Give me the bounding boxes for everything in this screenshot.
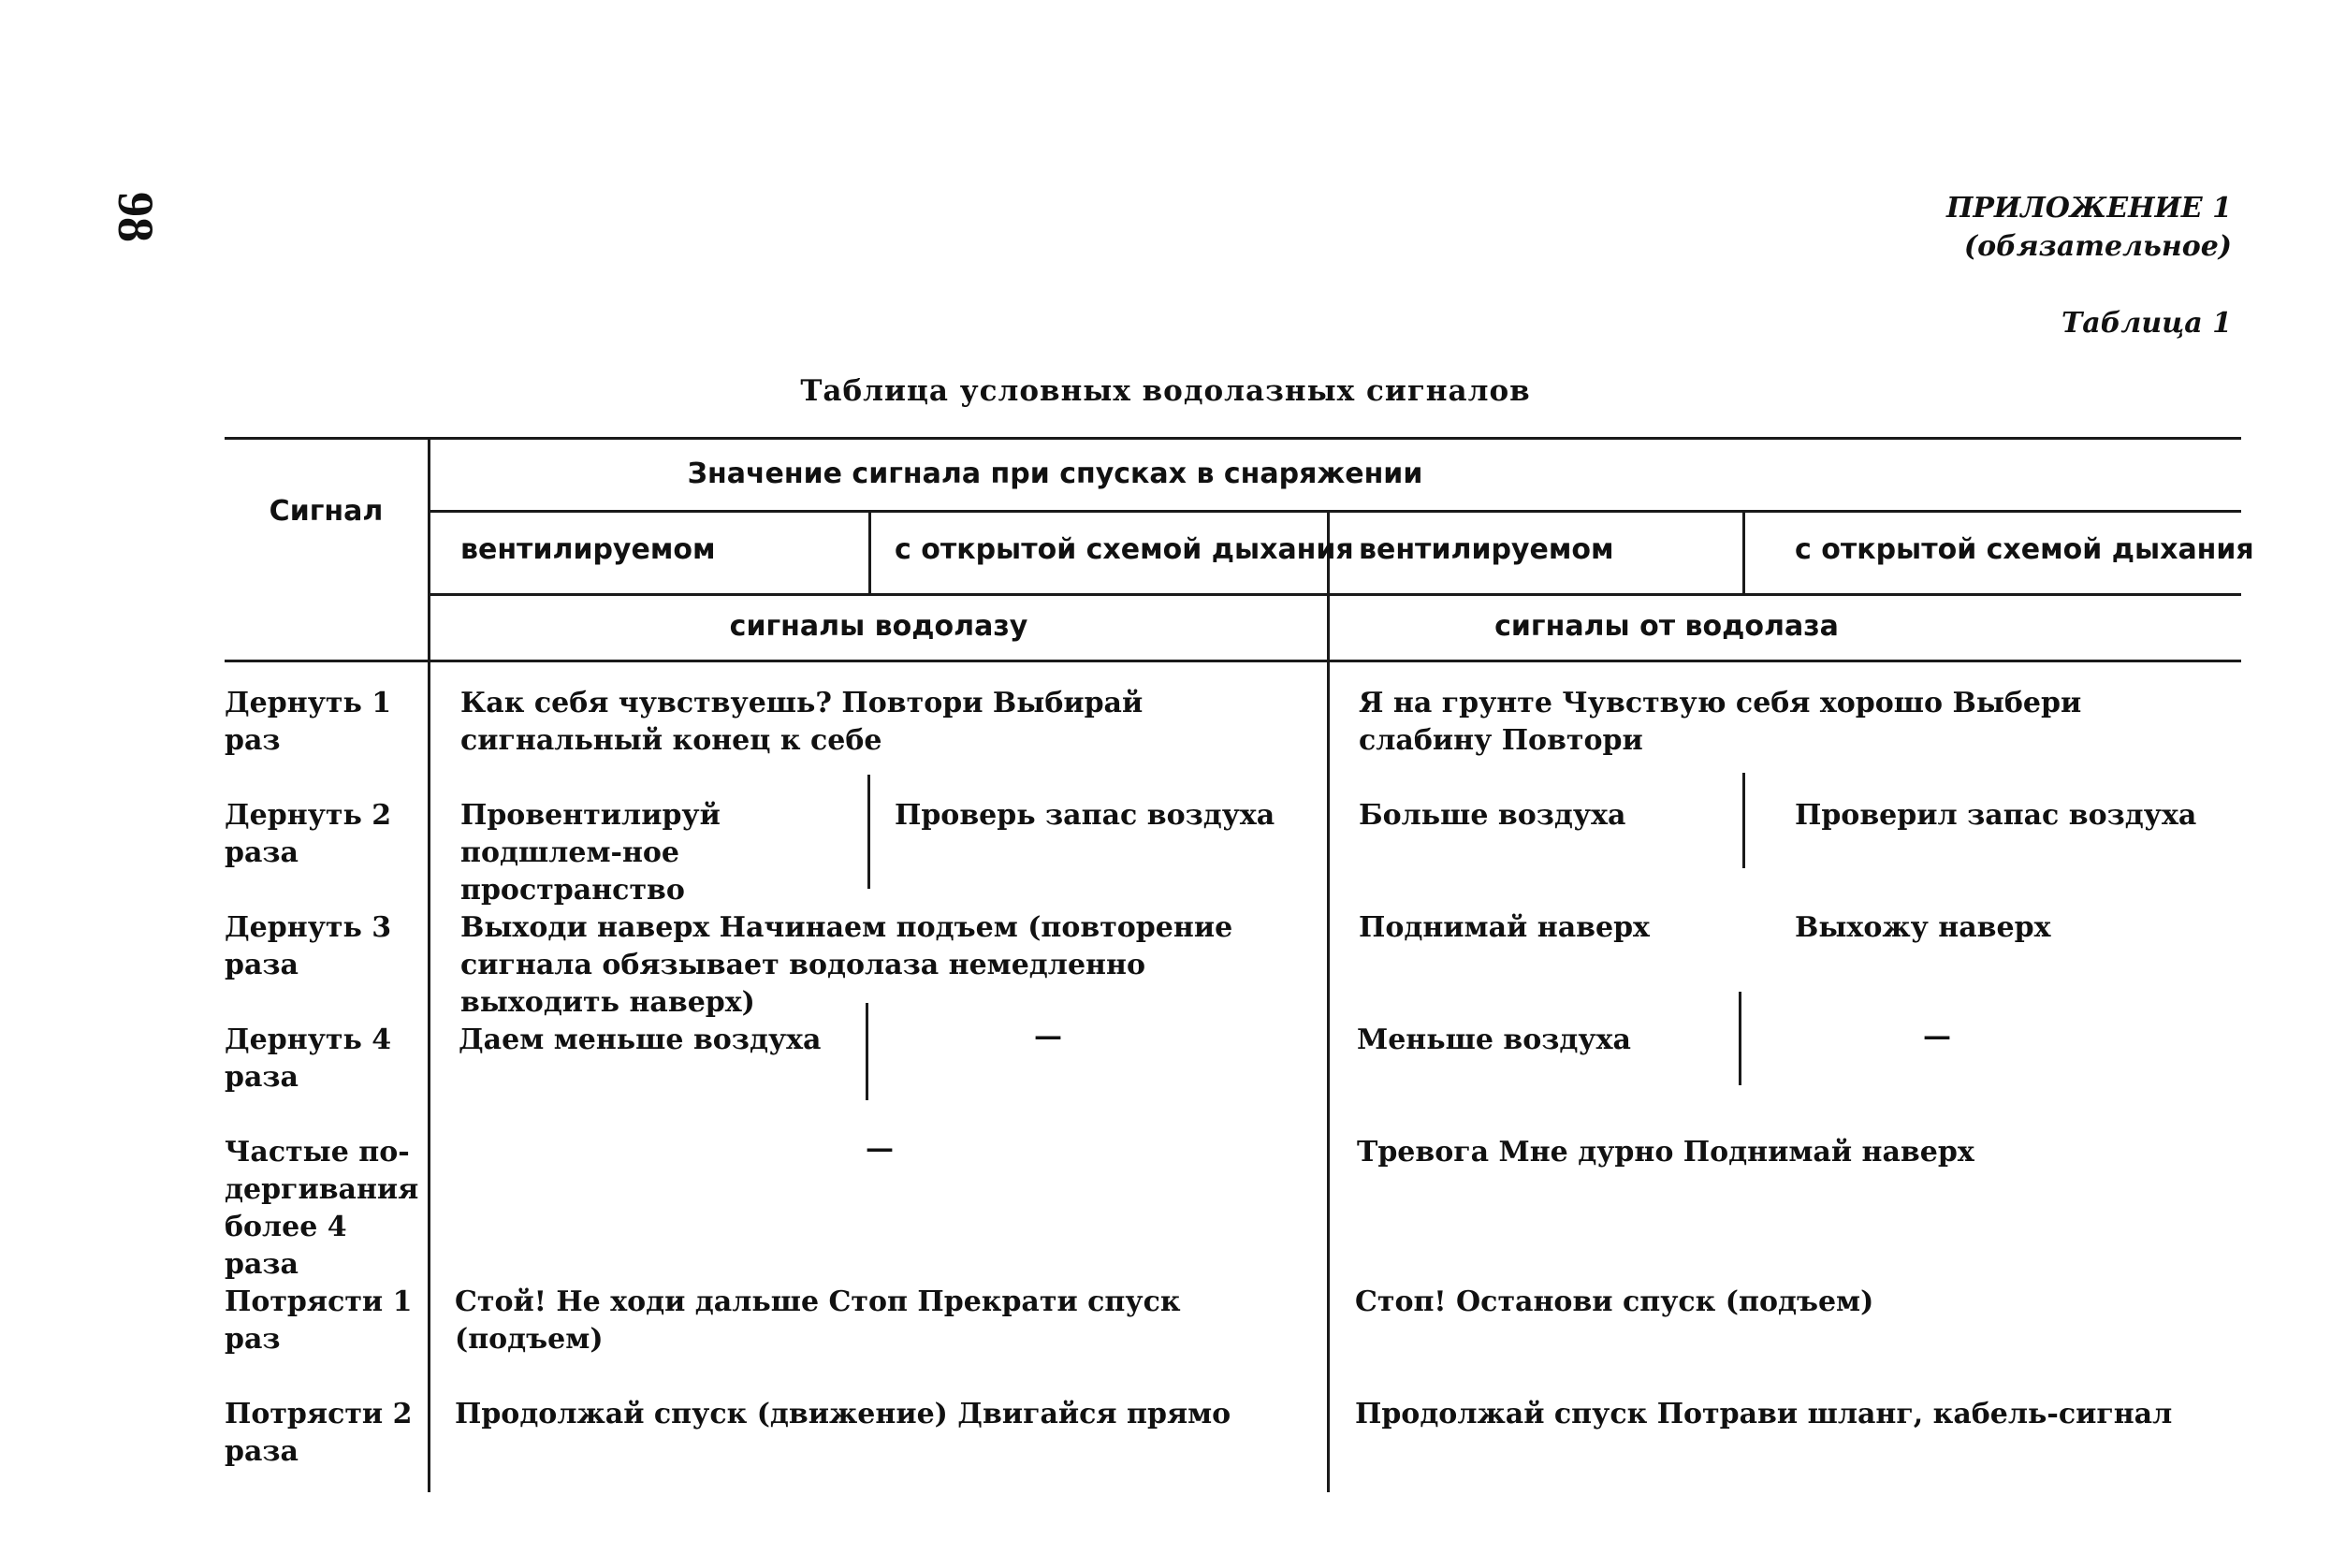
header-rule-2 bbox=[430, 593, 2241, 596]
header-signal: Сигнал bbox=[269, 495, 384, 528]
header-split-rule-left bbox=[868, 512, 871, 593]
row-signal: Частые по-дергивания более 4 раза bbox=[225, 1136, 419, 1281]
page-number: 98 bbox=[108, 192, 164, 242]
row-from-diver: Я на грунте Чувствую себя хорошо Выбери слабину Повтори bbox=[1359, 687, 2082, 757]
row-to-diver: Стой! Не ходи дальше Стоп Прекрати спуск (подъем) bbox=[455, 1285, 1181, 1356]
row-signal: Потрясти 1 раз bbox=[225, 1285, 413, 1356]
row-to-vent: Даем меньше воздуха bbox=[459, 1024, 822, 1056]
row-split-rule bbox=[866, 1003, 868, 1100]
row-from-diver: Стоп! Останови спуск (подъем) bbox=[1355, 1285, 1874, 1318]
row-signal: Дернуть 3 раза bbox=[225, 911, 392, 981]
header-equipment-open-to: с открытой схемой дыхания bbox=[895, 533, 1354, 566]
header-from-diver: сигналы от водолаза bbox=[1494, 610, 1839, 643]
header-rule-1 bbox=[430, 510, 2241, 513]
row-split-rule bbox=[1739, 992, 1741, 1085]
row-from-vent: Больше воздуха bbox=[1359, 799, 1626, 832]
row-to-diver: Выходи наверх Начинаем подъем (повторение сигнала обязывает водолаза немедленно выходить наверх) bbox=[460, 911, 1233, 1019]
signal-column-rule bbox=[428, 437, 430, 1492]
row-from-diver: Продолжай спуск Потрави шланг, кабель-сигнал bbox=[1355, 1398, 2173, 1430]
row-to-open: Проверь запас воздуха bbox=[895, 799, 1275, 832]
row-signal: Дернуть 2 раза bbox=[225, 799, 392, 869]
header-equipment-vent-to: вентилируемом bbox=[460, 533, 716, 566]
row-to-diver: Как себя чувствуешь? Повтори Выбирай сигнальный конец к себе bbox=[460, 687, 1144, 757]
header-equipment-open-from: с открытой схемой дыхания bbox=[1795, 533, 2254, 566]
row-to-diver: — bbox=[866, 1132, 894, 1165]
table-label: Таблица 1 bbox=[2061, 307, 2232, 340]
row-signal: Дернуть 1 раз bbox=[225, 687, 392, 757]
direction-split-rule bbox=[1327, 512, 1330, 1492]
row-signal: Потрясти 2 раза bbox=[225, 1398, 413, 1468]
row-from-open: Проверил запас воздуха bbox=[1795, 799, 2197, 832]
row-from-open: — bbox=[1923, 1020, 1951, 1053]
table-title: Таблица условных водолазных сигналов bbox=[800, 374, 1531, 408]
header-bottom-rule bbox=[225, 660, 2241, 662]
row-split-rule bbox=[867, 775, 870, 889]
row-from-diver: Тревога Мне дурно Поднимай наверх bbox=[1357, 1136, 1974, 1169]
header-meaning: Значение сигнала при спусках в снаряжении bbox=[687, 457, 1423, 490]
row-to-open: — bbox=[1034, 1020, 1062, 1053]
row-from-vent: Поднимай наверх bbox=[1359, 911, 1650, 944]
row-to-vent: Провентилируй подшлем-ное пространство bbox=[460, 799, 721, 907]
row-to-diver: Продолжай спуск (движение) Двигайся прямо bbox=[455, 1398, 1231, 1430]
row-split-rule bbox=[1742, 773, 1745, 868]
row-from-vent: Меньше воздуха bbox=[1357, 1024, 1631, 1056]
table-top-rule bbox=[225, 437, 2241, 440]
appendix-title: ПРИЛОЖЕНИЕ 1 bbox=[1945, 192, 2232, 225]
row-signal: Дернуть 4 раза bbox=[225, 1024, 392, 1094]
row-from-open: Выхожу наверх bbox=[1795, 911, 2051, 944]
header-to-diver: сигналы водолазу bbox=[729, 610, 1028, 643]
appendix-note: (обязательное) bbox=[1963, 230, 2232, 263]
header-equipment-vent-from: вентилируемом bbox=[1359, 533, 1614, 566]
header-split-rule-right bbox=[1742, 512, 1745, 593]
